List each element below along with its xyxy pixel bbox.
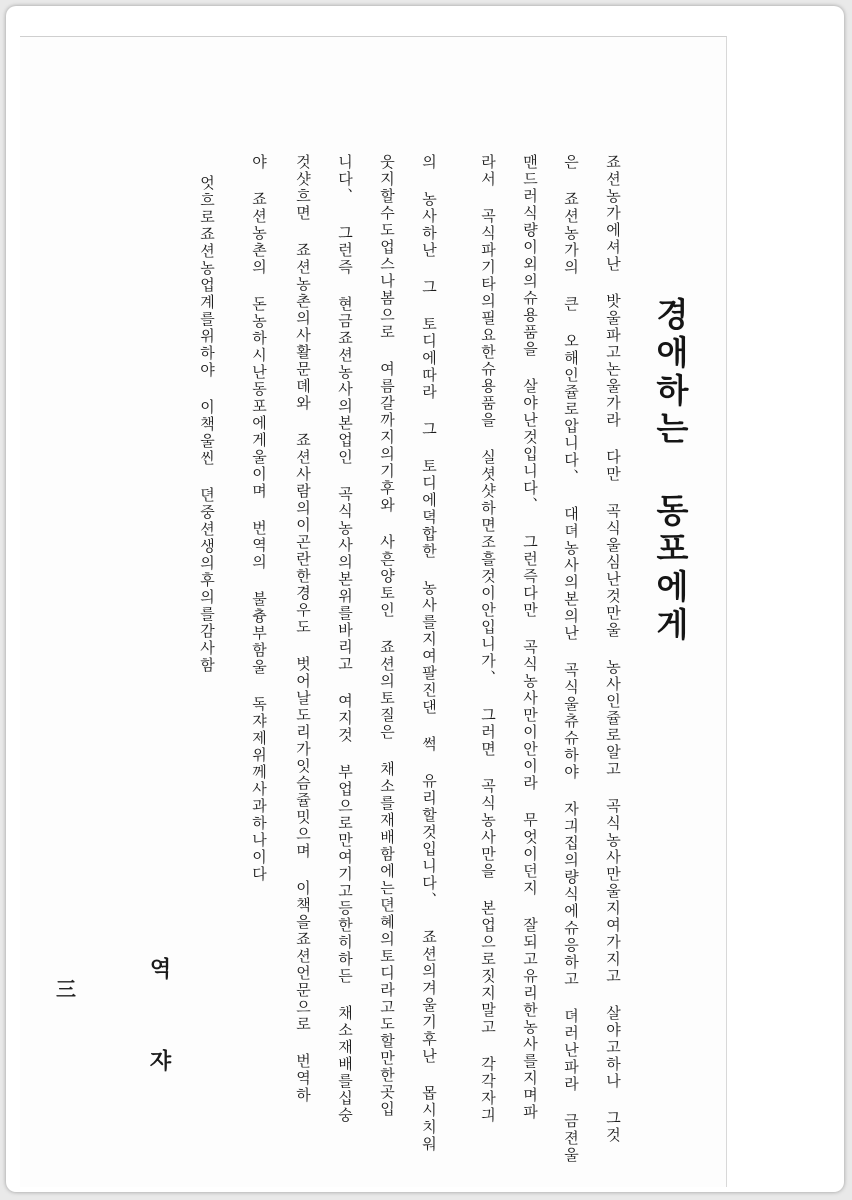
- page-frame: [6, 6, 844, 1192]
- text-column-3: 맨드러식량이외의슈용품을 살야난것입니다、 그런즉다만 곡식농사만이안이라 무엇이던지 잘되고유리한농사를지며파: [521, 154, 539, 1121]
- text-column-1: 죠션농가에셔난 밧울파고논울가라 다만 곡식울심난것만울 농사인쥴로알고 곡식농사만울지여가지고 살야고하나 그것: [604, 154, 622, 1144]
- text-column-6: 웃지할수도업스나봄으로 여름갈까지의기후와 사흔양토인 죠션의토질은 채소를재배함에는뎐혜의토디라고도할만한곳입: [378, 154, 396, 1118]
- text-column-7: 니다、 그런즉 현금죠션농사의본업인 곡식농사의본위를바리고 여지것 부업으로만여기고등한히하든 채소재배를십숭: [336, 154, 354, 1124]
- text-column-10: 엇흐로죠션농업계를위하야 이책울씬 뎐중션생의후의를감사함: [198, 175, 216, 674]
- text-column-4: 라서 곡식파기타의필요한슈용품을 실셧샷하면조흘것이안입니가、 그러면 곡식농사만을 본업으로짓지말고 각각자긔: [479, 154, 497, 1124]
- document-sheet: [20, 36, 727, 1187]
- page-number: 三: [56, 977, 76, 1001]
- text-column-9: 야 죠션농촌의 돈농하시난동포에게울이며 번역의 불츙부함울 독쟈제위께사과하나이다: [250, 154, 268, 883]
- document-title: 경애하는 동포에게: [651, 297, 690, 645]
- text-column-5: 의 농사하난 그 토디에따라 그 토디에뎍합한 농사를지여팔진댄 썩 유리할것입니다、 죠션의겨울기후난 몹시치워: [420, 154, 438, 1153]
- text-column-2: 은 죠션농가의 큰 오해인쥴로압니다、 대뎌농사의본의난 곡식울츄슈하야 자긔집의량식에슈응하고 뎌러난파라 금젼울: [562, 154, 580, 1164]
- text-column-8: 것샷흐면 죠션농촌의사활문뎨와 죠션사람의이곤란한경우도 벗어날도리가잇슴쥴밋으며 이책을죠션언문으로 번역하: [294, 154, 312, 1104]
- translator-signature: 역쟈: [146, 957, 172, 1141]
